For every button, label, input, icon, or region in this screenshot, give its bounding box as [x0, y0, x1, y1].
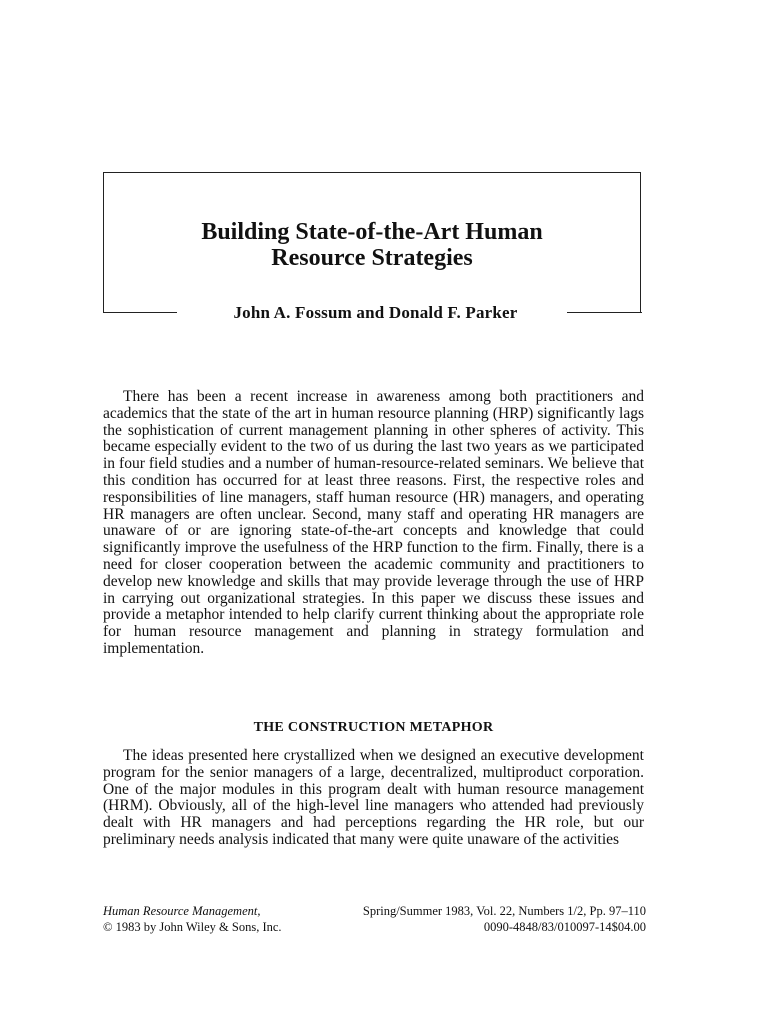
copyright: © 1983 by John Wiley & Sons, Inc. [103, 920, 282, 934]
section-heading: THE CONSTRUCTION METAPHOR [253, 720, 494, 735]
title-line-2: Resource Strategies [271, 245, 473, 271]
author-rule-left [103, 312, 177, 313]
journal-name: Human Resource Management, [103, 904, 261, 918]
title-line-1: Building State-of-the-Art Human [201, 219, 543, 245]
abstract-paragraph: There has been a recent increase in awareness among both practitioners and academics that the state of the art in human resource planning (HRP) significantly lags the sophistication of current management planning in other spheres of activity. This became especially evident to the two of us during the last two years as we participated in four field studies and a number of human-resource-related seminars. We believe that this condition has occurred for at least three reasons. First, the respective roles and responsibilities of line managers, staff human resource (HR) managers, and operating HR managers are often unclear. Second, many staff and operating HR managers are unaware of or are ignoring state-of-the-art concepts and knowledge that could significantly improve the usefulness of the HRP function to the firm. Finally, there is a need for closer cooperation between the academic community and practitioners to develop new knowledge and skills that may provide leverage through the use of HRP in carrying out organizational strategies. In this paper we discuss these issues and provide a metaphor intended to help clarify current thinking about the appropriate role for human resource management and planning in strategy formulation and implementation. [103, 388, 644, 657]
footer-copyright-line [103, 920, 646, 935]
footer-journal-line [103, 904, 646, 919]
title-box [103, 172, 641, 313]
body-paragraph: The ideas presented here crystallized when we designed an executive development program for the senior managers of a large, decentralized, multiproduct corporation. One of the major modules in this program dealt with human resource management (HRM). Obviously, all of the high-level line managers who attended had previously dealt with HR managers and had perceptions regarding the HR role, but our preliminary needs analysis indicated that many were quite unaware of the activities [103, 747, 644, 848]
article-title [104, 219, 640, 271]
author-row [103, 303, 642, 327]
journal-details: Spring/Summer 1983, Vol. 22, Numbers 1/2, Pp. 97–110 [362, 904, 646, 918]
authors: John A. Fossum and Donald F. Parker [233, 303, 518, 322]
article-code: 0090-4848/83/010097-14$04.00 [483, 920, 646, 934]
author-rule-right [567, 312, 642, 313]
